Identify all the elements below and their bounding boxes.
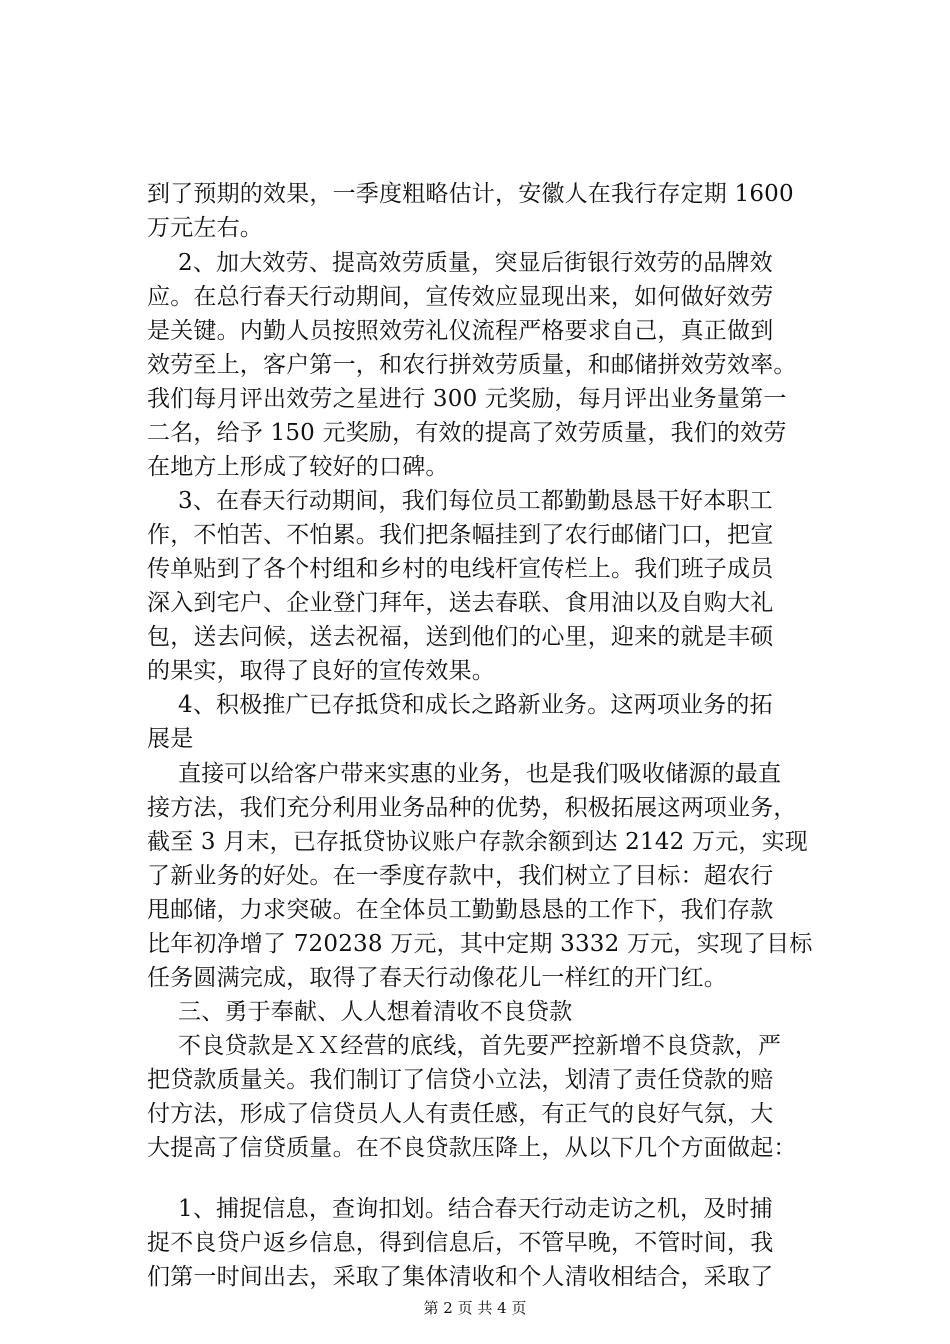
text-line: 到了预期的效果，一季度粗略估计，安徽人在我行存定期 1600 [147,181,794,207]
text-line: 是关键。内勤人员按照效劳礼仪流程严格要求自己，真正做到 [147,318,774,344]
text-line: 们第一时间出去，采取了集体清收和个人清收相结合，采取了 [147,1264,774,1290]
text-line: 传单贴到了各个村组和乡村的电线杆宣传栏上。我们班子成员 [147,556,774,582]
text-line: 甩邮储，力求突破。在全体员工勤勤恳恳的工作下，我们存款 [147,897,774,923]
text-line: 不良贷款是ＸＸ经营的底线，首先要严控新增不良贷款，严 [178,1033,782,1059]
section-heading: 三、勇于奉献、人人想着清收不良贷款 [178,999,573,1025]
text-line: 任务圆满完成，取得了春天行动像花儿一样红的开门红。 [147,965,727,991]
text-line: 应。在总行春天行动期间，宣传效应显现出来，如何做好效劳 [147,284,774,310]
text-line: 效劳至上，客户第一，和农行拼效劳质量，和邮储拼效劳效率。 [147,352,797,378]
text-line: 直接可以给客户带来实惠的业务，也是我们吸收储源的最直 [178,761,782,787]
text-line: 捉不良贷户返乡信息，得到信息后，不管早晚，不管时间，我 [147,1230,774,1256]
text-line: 大提高了信贷质量。在不良贷款压降上，从以下几个方面做起： [147,1135,797,1161]
text-line: 3、在春天行动期间，我们每位员工都勤勤恳恳干好本职工 [178,488,773,514]
text-line: 我们每月评出效劳之星进行 300 元奖励，每月评出业务量第一 [147,386,787,412]
text-line: 把贷款质量关。我们制订了信贷小立法，划清了责任贷款的赔 [147,1067,774,1093]
text-line: 付方法，形成了信贷员人人有责任感，有正气的良好气氛，大 [147,1101,774,1127]
text-line: 2、加大效劳、提高效劳质量，突显后街银行效劳的品牌效 [178,250,773,276]
text-line: 比年初净增了 720238 万元，其中定期 3332 万元，实现了目标 [147,931,813,957]
text-line: 万元左右。 [147,215,263,241]
text-line: 了新业务的好处。在一季度存款中，我们树立了目标：超农行 [147,863,774,889]
text-line: 包，送去问候，送去祝福，送到他们的心里，迎来的就是丰硕 [147,624,774,650]
text-line: 展是 [147,726,194,752]
text-line: 1、捕捉信息，查询扣划。结合春天行动走访之机，及时捕 [178,1196,773,1222]
text-line: 在地方上形成了较好的口碑。 [147,454,449,480]
page-number-footer: 第 2 页 共 4 页 [423,1299,527,1317]
text-line: 的果实，取得了良好的宣传效果。 [147,658,495,684]
text-line: 深入到宅户、企业登门拜年，送去春联、食用油以及自购大礼 [147,590,774,616]
text-line: 二名，给予 150 元奖励，有效的提高了效劳质量，我们的效劳 [147,420,787,446]
text-line: 作，不怕苦、不怕累。我们把条幅挂到了农行邮储门口，把宣 [147,522,774,548]
text-line: 4、积极推广已存抵贷和成长之路新业务。这两项业务的拓 [178,692,773,718]
text-line: 接方法，我们充分利用业务品种的优势，积极拓展这两项业务， [147,795,797,821]
text-line: 截至 3 月末，已存抵贷协议账户存款余额到达 2142 万元，实现 [147,829,809,855]
